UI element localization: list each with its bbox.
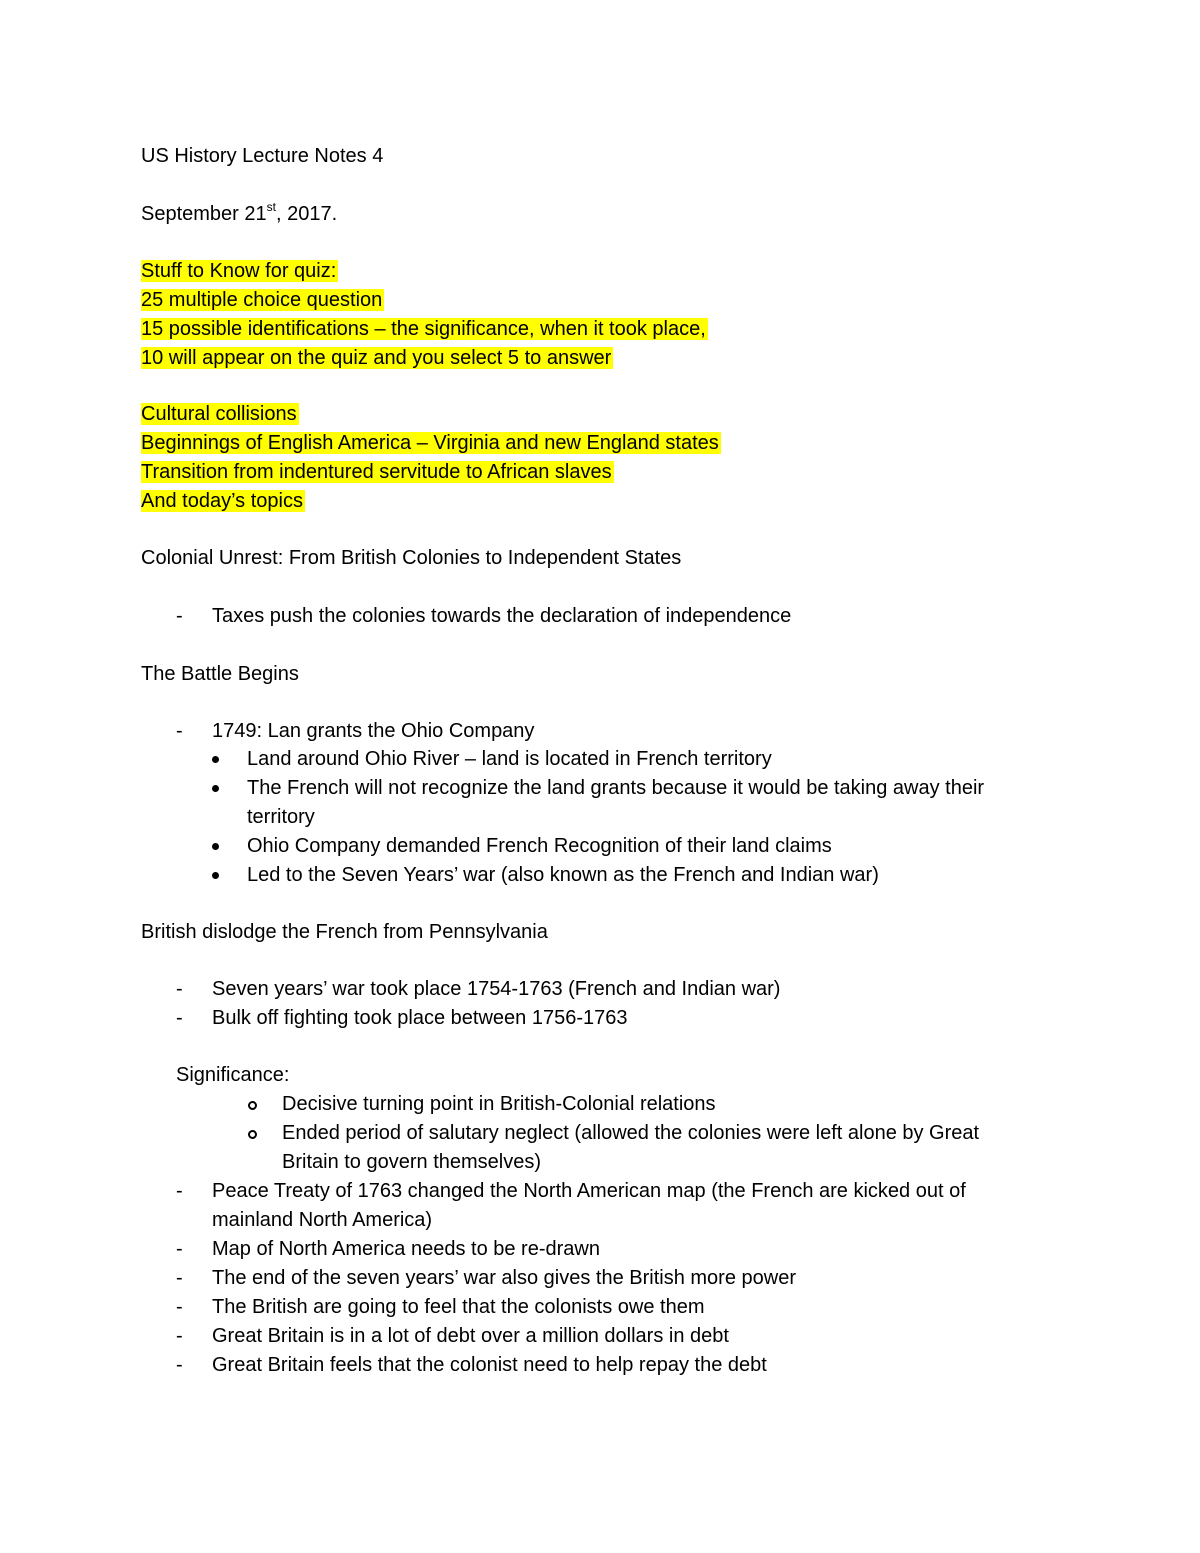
topic-line: Beginnings of English America – Virginia and new England states	[141, 432, 719, 454]
list-item: Peace Treaty of 1763 changed the North American map (the French are kicked out of	[212, 1180, 966, 1202]
dash-marker: -	[176, 978, 183, 1000]
topic-line: Cultural collisions	[141, 403, 297, 425]
dash-marker: -	[176, 1354, 183, 1376]
dash-marker: -	[176, 605, 183, 627]
quiz-line: 15 possible identifications – the significance, when it took place,	[141, 318, 706, 340]
list-item: The end of the seven years’ war also gives the British more power	[212, 1267, 796, 1289]
bullet-item: Ohio Company demanded French Recognition of their land claims	[247, 835, 832, 857]
sub-bullet-item: Decisive turning point in British-Colonial relations	[282, 1093, 716, 1115]
list-item-continuation: mainland North America)	[212, 1209, 433, 1231]
significance-label: Significance:	[176, 1064, 290, 1086]
list-item: 1749: Lan grants the Ohio Company	[212, 720, 535, 742]
sub-bullet-continuation: Britain to govern themselves)	[282, 1151, 542, 1173]
list-item: Map of North America needs to be re-drawn	[212, 1238, 600, 1260]
dash-marker: -	[176, 1296, 183, 1318]
section-heading: Colonial Unrest: From British Colonies to Independent States	[141, 547, 682, 569]
quiz-line: 10 will appear on the quiz and you select 5 to answer	[141, 347, 612, 369]
list-item: Bulk off fighting took place between 1756-1763	[212, 1007, 628, 1029]
dash-marker: -	[176, 1238, 183, 1260]
topic-line: Transition from indentured servitude to African slaves	[141, 461, 612, 483]
dash-marker: -	[176, 1267, 183, 1289]
circle-bullet-icon	[248, 1130, 257, 1139]
sub-bullet-item: Ended period of salutary neglect (allowed the colonies were left alone by Great	[282, 1122, 980, 1144]
quiz-line: 25 multiple choice question	[141, 289, 383, 311]
circle-bullet-icon	[248, 1101, 257, 1110]
topic-line: And today’s topics	[141, 490, 303, 512]
dash-marker: -	[176, 1007, 183, 1029]
bullet-icon	[212, 756, 219, 763]
bullet-item: The French will not recognize the land grants because it would be taking away their	[247, 777, 985, 799]
bullet-item-continuation: territory	[247, 806, 315, 828]
bullet-icon	[212, 843, 219, 850]
dash-marker: -	[176, 1180, 183, 1202]
list-item: Great Britain feels that the colonist need to help repay the debt	[212, 1354, 767, 1376]
list-item: Seven years’ war took place 1754-1763 (French and Indian war)	[212, 978, 781, 1000]
section-heading: The Battle Begins	[141, 663, 299, 685]
list-item: The British are going to feel that the colonists owe them	[212, 1296, 705, 1318]
bullet-item: Led to the Seven Years’ war (also known as the French and Indian war)	[247, 864, 879, 886]
bullet-icon	[212, 872, 219, 879]
lecture-date: September 21st, 2017.	[141, 200, 338, 225]
document-title: US History Lecture Notes 4	[141, 145, 384, 167]
list-item: Great Britain is in a lot of debt over a million dollars in debt	[212, 1325, 729, 1347]
bullet-icon	[212, 785, 219, 792]
section-heading: British dislodge the French from Pennsylvania	[141, 921, 548, 943]
list-item: Taxes push the colonies towards the declaration of independence	[212, 605, 792, 627]
bullet-item: Land around Ohio River – land is located in French territory	[247, 748, 772, 770]
dash-marker: -	[176, 720, 183, 742]
dash-marker: -	[176, 1325, 183, 1347]
quiz-line: Stuff to Know for quiz:	[141, 260, 337, 282]
